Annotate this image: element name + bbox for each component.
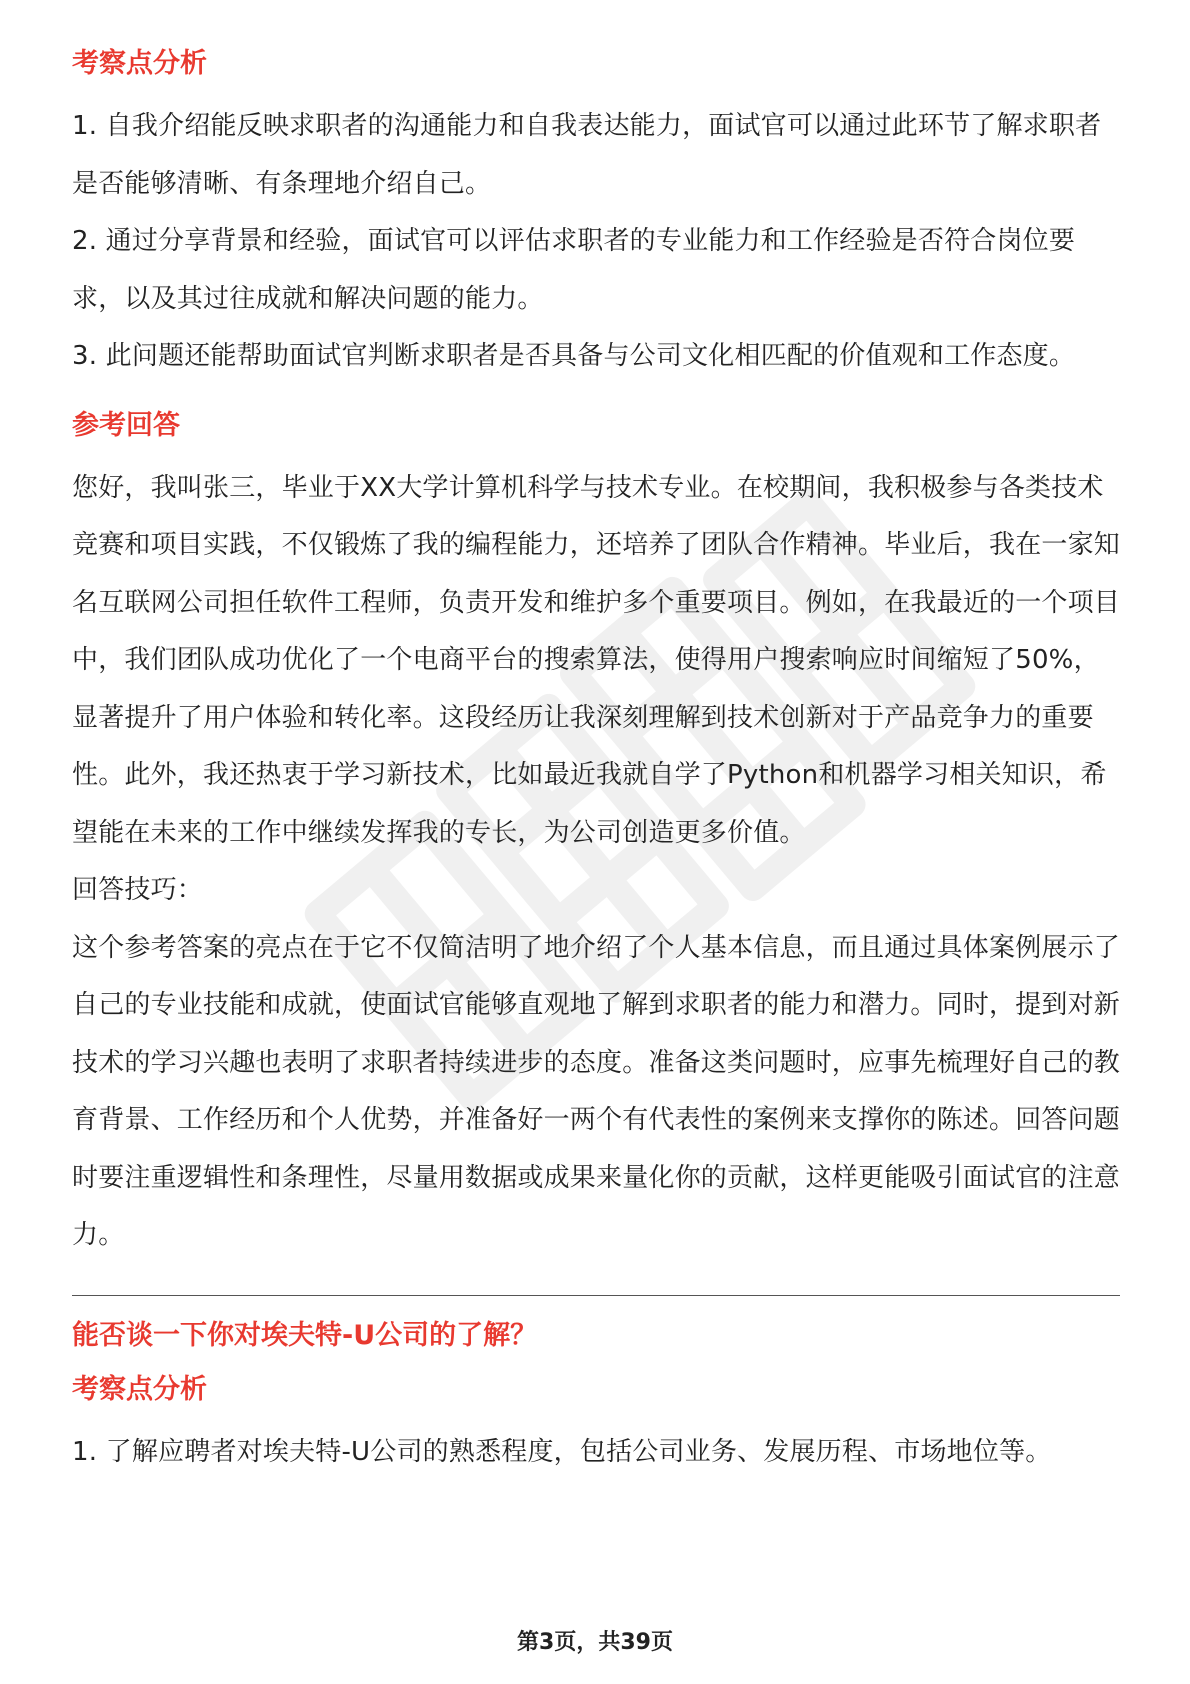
section1-analysis-heading: 考察点分析 [72, 48, 207, 79]
document-page [72, 44, 1122, 1481]
section2-analysis-heading: 考察点分析 [72, 1373, 207, 1405]
section1-answer-heading: 参考回答 [72, 409, 180, 441]
page-number-footer: 第3页，共39页 [517, 1630, 673, 1655]
section1-tips-text: 这个参考答案的亮点在于它不仅简洁明了地介绍了个人基本信息，而且通过具体案例展示了自己的专业技能和成就，使面试官能够直观地了解到求职者的能力和潜力。同时，提到对新技术的学习兴趣也表明了求职者持续进步的态度。准备这类问题时，应事先梳理好自己的教育背景、工作经历和个人优势，并准备好一两个有代表性的案例来支撑你的陈述。回答问题时要注重逻辑性和条理性，尽量用数据或成果来量化你的贡献，这样更能吸引面试官的注意力。 [72, 932, 1121, 1250]
section-divider [72, 1295, 1120, 1296]
section2-question-heading: 能否谈一下你对埃夫特-U公司的了解？ [72, 1319, 538, 1351]
section1-analysis-item-2: 2. 通过分享背景和经验，面试官可以评估求职者的专业能力和工作经验是否符合岗位要求，以及其过往成就和解决问题的能力。 [72, 226, 1076, 314]
section1-tips-label: 回答技巧： [72, 875, 204, 905]
section1-answer-text: 您好，我叫张三，毕业于XX大学计算机科学与技术专业。在校期间，我积极参与各类技术竞赛和项目实践，不仅锻炼了我的编程能力，还培养了团队合作精神。毕业后，我在一家知名互联网公司担任软件工程师，负责开发和维护多个重要项目。例如，在我最近的一个项目中，我们团队成功优化了一个电商平台的搜索算法，使得用户搜索响应时间缩短了50%，显著提升了用户体验和转化率。这段经历让我深刻理解到技术创新对于产品竞争力的重要性。此外，我还热衷于学习新技术，比如最近我就自学了Python和机器学习相关知识，希望能在未来的工作中继续发挥我的专长，为公司创造更多价值。 [72, 472, 1121, 848]
section1-analysis-item-3: 3. 此问题还能帮助面试官判断求职者是否具备与公司文化相匹配的价值观和工作态度。 [72, 341, 1076, 371]
section2-analysis-item-1: 1. 了解应聘者对埃夫特-U公司的熟悉程度，包括公司业务、发展历程、市场地位等。 [72, 1436, 1052, 1467]
section1-analysis-item-1: 1. 自我介绍能反映求职者的沟通能力和自我表达能力，面试官可以通过此环节了解求职者是否能够清晰、有条理地介绍自己。 [72, 111, 1102, 199]
